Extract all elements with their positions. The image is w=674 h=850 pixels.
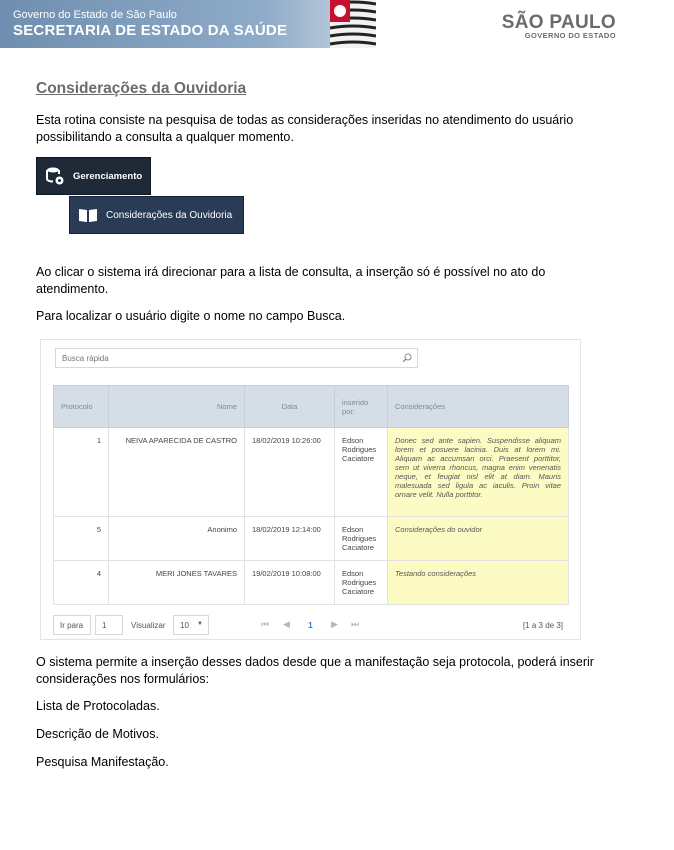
cell-consideracoes: Testando considerações — [388, 561, 569, 605]
column-header-inserido[interactable]: inserido por: — [335, 386, 388, 428]
pagination-bar — [53, 615, 569, 635]
page-size-value: 10 — [180, 621, 189, 630]
click-paragraph: Ao clicar o sistema irá direcionar para a lista de consulta, a inserção só é possível no ato do atendimento. — [36, 265, 546, 296]
consideracoes-menu-button[interactable] — [69, 196, 244, 234]
previous-page-icon[interactable]: ◀ — [283, 619, 290, 629]
cell-nome: MERI JONES TAVARES — [109, 561, 245, 605]
goto-page-input[interactable]: 1 — [95, 615, 123, 635]
dropdown-caret-icon: ▼ — [197, 621, 203, 627]
view-label: Visualizar — [131, 621, 166, 630]
cell-nome: NEIVA APARECIDA DE CASTRO — [109, 428, 245, 517]
page-title: Considerações da Ouvidoria — [36, 80, 247, 97]
header-banner — [0, 0, 376, 48]
cell-protocolo: 4 — [54, 561, 109, 605]
table-row[interactable] — [54, 561, 569, 605]
cell-inserido: Edson Rodrigues Caciatore — [335, 517, 388, 561]
search-input[interactable] — [55, 348, 418, 368]
current-page-number[interactable]: 1 — [308, 620, 313, 630]
gerenciamento-menu-button[interactable] — [36, 157, 151, 195]
search-paragraph: Para localizar o usuário digite o nome no campo Busca. — [36, 309, 346, 323]
governo-logo-subtitle: GOVERNO DO ESTADO — [524, 31, 616, 40]
cell-inserido: Edson Rodrigues Caciatore — [335, 428, 388, 517]
search-icon[interactable] — [402, 353, 412, 363]
cell-consideracoes: Donec sed ante sapien. Suspendisse aliquam lorem et posuere lacinia. Duis at lorem mi. Aliquam ac accumsan orci. Praesent porttitor, sem ut viverra rhoncus, magna enim venenatis neque, et feugiat nisl elit at diam. Mauris malesuada sed ligula ac iaculis. Proin vitae ornare velit. Nulla porttitor. — [388, 428, 569, 517]
open-book-icon — [78, 207, 98, 223]
gerenciamento-label: Gerenciamento — [73, 170, 143, 182]
table-header-row — [54, 386, 569, 428]
next-page-icon[interactable]: ▶ — [331, 619, 338, 629]
column-header-consideracoes[interactable]: Considerações — [388, 386, 569, 428]
table-row[interactable] — [54, 517, 569, 561]
header-subtitle: Governo do Estado de São Paulo — [13, 9, 177, 21]
record-range: [1 a 3 de 3] — [522, 621, 563, 630]
first-page-icon[interactable]: ⏮ — [261, 619, 270, 629]
list-item: Lista de Protocoladas. — [36, 699, 160, 713]
consultation-panel — [40, 339, 581, 640]
cell-data: 18/02/2019 10:26:00 — [245, 428, 335, 517]
database-gear-icon — [45, 166, 65, 186]
cell-inserido: Edson Rodrigues Caciatore — [335, 561, 388, 605]
last-page-icon[interactable]: ⏭ — [351, 619, 360, 629]
column-header-nome[interactable]: Nome — [109, 386, 245, 428]
cell-protocolo: 5 — [54, 517, 109, 561]
column-header-protocolo[interactable]: Protocolo — [54, 386, 109, 428]
header-title: SECRETARIA DE ESTADO DA SAÚDE — [13, 22, 288, 39]
list-item: Pesquisa Manifestação. — [36, 755, 169, 769]
insert-paragraph: O sistema permite a inserção desses dados desde que a manifestação seja protocola, poderá inserir considerações nos formulários: — [36, 655, 594, 686]
column-header-data[interactable]: Data — [245, 386, 335, 428]
consideracoes-label: Considerações da Ouvidoria — [106, 209, 233, 221]
sao-paulo-logo: SÃO PAULO — [501, 12, 616, 33]
intro-paragraph: Esta rotina consiste na pesquisa de todas as considerações inseridas no atendimento do usuário possibilitando a consulta a qualquer momento. — [36, 113, 574, 144]
search-placeholder: Busca rápida — [62, 354, 109, 363]
cell-protocolo: 1 — [54, 428, 109, 517]
list-item: Descrição de Motivos. — [36, 727, 159, 741]
cell-data: 18/02/2019 12:14:00 — [245, 517, 335, 561]
cell-data: 19/02/2019 10:08:00 — [245, 561, 335, 605]
page-size-select[interactable] — [173, 615, 209, 635]
cell-consideracoes: Considerações do ouvidor — [388, 517, 569, 561]
cell-nome: Anonimo — [109, 517, 245, 561]
considerations-table — [53, 385, 569, 605]
table-row[interactable] — [54, 428, 569, 517]
goto-page-button[interactable]: Ir para — [53, 615, 91, 635]
sao-paulo-flag-icon — [330, 0, 376, 48]
